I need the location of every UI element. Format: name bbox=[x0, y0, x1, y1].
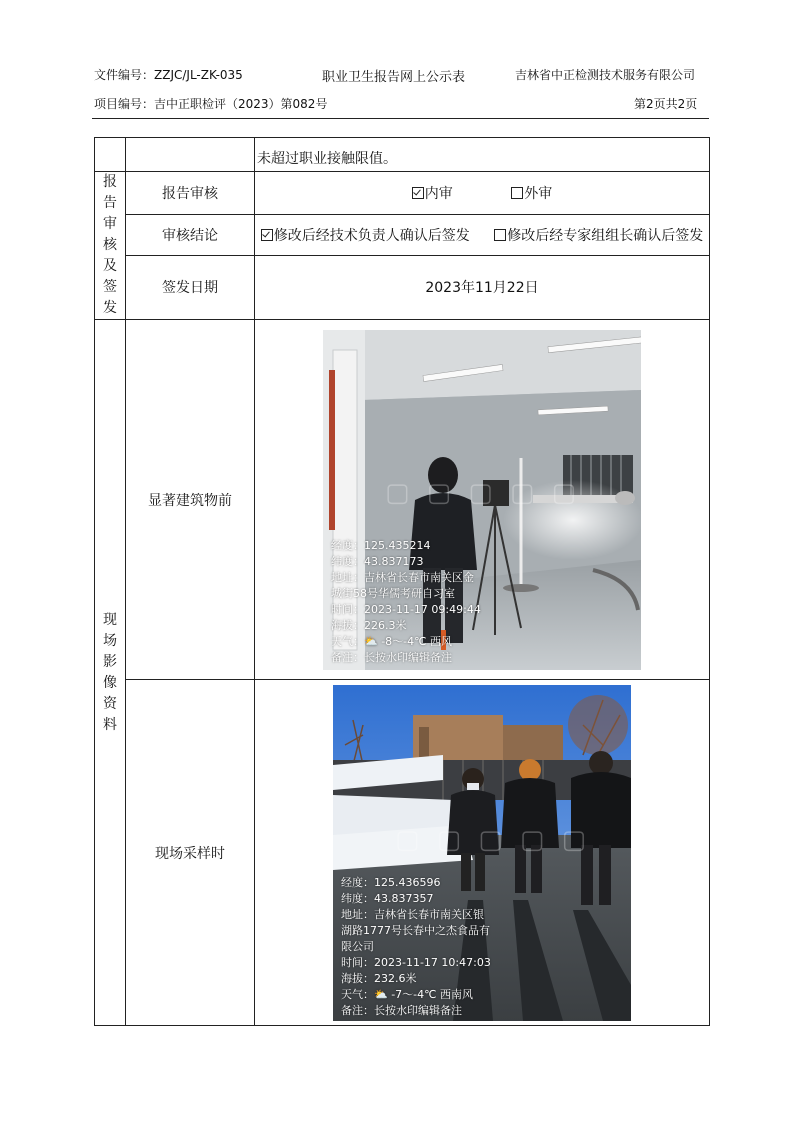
photo2-address-line3: 限公司 bbox=[341, 939, 374, 953]
issue-date-value: 2023年11月22日 bbox=[255, 255, 710, 319]
review-conclusion-label: 审核结论 bbox=[126, 215, 255, 256]
photo1-watermark-logo: ▢ ▢ ▢ ▢ ▢ bbox=[385, 477, 581, 508]
checkbox-checked-icon[interactable] bbox=[261, 229, 273, 241]
photo1-longitude: 经度：125.435214 bbox=[331, 538, 431, 552]
conclusion-option-expert-lead-text: 修改后经专家组组长确认后签发 bbox=[507, 228, 704, 244]
top-continuation-row bbox=[95, 138, 710, 172]
photo1-latitude: 纬度：43.837173 bbox=[331, 554, 424, 568]
empty-cell bbox=[126, 138, 255, 172]
project-number: 项目编号：吉中正职检评（2023）第082号 bbox=[94, 97, 328, 111]
photo1-note: 备注：长按水印编辑备注 bbox=[331, 650, 452, 664]
photo2-note: 备注：长按水印编辑备注 bbox=[341, 1003, 462, 1017]
photo2-latitude: 纬度：43.837357 bbox=[341, 891, 434, 905]
page-indicator: 第2页共2页 bbox=[634, 97, 698, 111]
internal-review-option[interactable] bbox=[412, 186, 457, 202]
photo2-cell bbox=[255, 680, 710, 1026]
photo2-label: 现场采样时 bbox=[126, 680, 255, 1026]
report-review-label: 报告审核 bbox=[126, 172, 255, 215]
photo1-address-line2: 城街58号华儒考研自习室 bbox=[331, 586, 455, 600]
review-conclusion-row bbox=[95, 215, 710, 256]
photo-row-sampling bbox=[95, 680, 710, 1026]
review-section-label: 报 告 审 核 及 签 发 bbox=[95, 172, 126, 320]
checkbox-empty-icon[interactable] bbox=[511, 187, 523, 199]
image-section-label: 现 场 影 像 资 料 bbox=[95, 320, 126, 1026]
internal-review-text: 内审 bbox=[424, 186, 453, 203]
review-conclusion-cell bbox=[255, 215, 710, 256]
external-review-option[interactable] bbox=[511, 186, 552, 202]
issue-date-label: 签发日期 bbox=[126, 255, 255, 319]
photo-row-building bbox=[95, 320, 710, 680]
report-review-row bbox=[95, 172, 710, 215]
photo-building-front bbox=[323, 330, 641, 670]
photo2-longitude: 经度：125.436596 bbox=[341, 875, 441, 889]
review-type-cell bbox=[255, 172, 710, 215]
continuation-text: 未超过职业接触限值。 bbox=[255, 138, 710, 172]
photo1-address-line1: 地址：吉林省长春市南关区金 bbox=[331, 570, 474, 584]
photo-onsite-sampling bbox=[333, 685, 631, 1021]
photo1-cell bbox=[255, 320, 710, 680]
photo2-time: 时间：2023-11-17 10:47:03 bbox=[341, 955, 491, 969]
photo2-altitude: 海拔：232.6米 bbox=[341, 971, 417, 985]
conclusion-option-tech-lead-text: 修改后经技术负责人确认后签发 bbox=[273, 228, 470, 244]
photo1-weather: 天气：⛅ -8～-4℃ 西风 bbox=[331, 634, 452, 648]
external-review-text: 外审 bbox=[524, 186, 553, 203]
header-rule bbox=[92, 118, 709, 119]
conclusion-option-tech-lead[interactable] bbox=[261, 228, 474, 244]
checkbox-empty-icon[interactable] bbox=[494, 229, 506, 241]
photo2-weather: 天气：⛅ -7～-4℃ 西南风 bbox=[341, 987, 473, 1001]
photo1-altitude: 海拔：226.3米 bbox=[331, 618, 407, 632]
empty-cell bbox=[95, 138, 126, 172]
checkbox-checked-icon[interactable] bbox=[412, 187, 424, 199]
issue-date-row bbox=[95, 255, 710, 319]
photo1-time: 时间：2023-11-17 09:49:44 bbox=[331, 602, 481, 616]
photo2-watermark-logo: ▢ ▢ ▢ ▢ ▢ bbox=[395, 824, 591, 855]
file-number: 文件编号：ZZJC/JL-ZK-035 bbox=[94, 68, 243, 82]
document-title: 职业卫生报告网上公示表 bbox=[322, 70, 466, 85]
photo2-address-line2: 湖路1777号长春中之杰食品有 bbox=[341, 923, 490, 937]
conclusion-option-expert-lead[interactable] bbox=[494, 228, 703, 244]
company-name: 吉林省中正检测技术服务有限公司 bbox=[515, 68, 696, 82]
public-report-table bbox=[94, 137, 710, 1026]
photo1-label: 显著建筑物前 bbox=[126, 320, 255, 680]
photo2-address-line1: 地址：吉林省长春市南关区银 bbox=[341, 907, 484, 921]
